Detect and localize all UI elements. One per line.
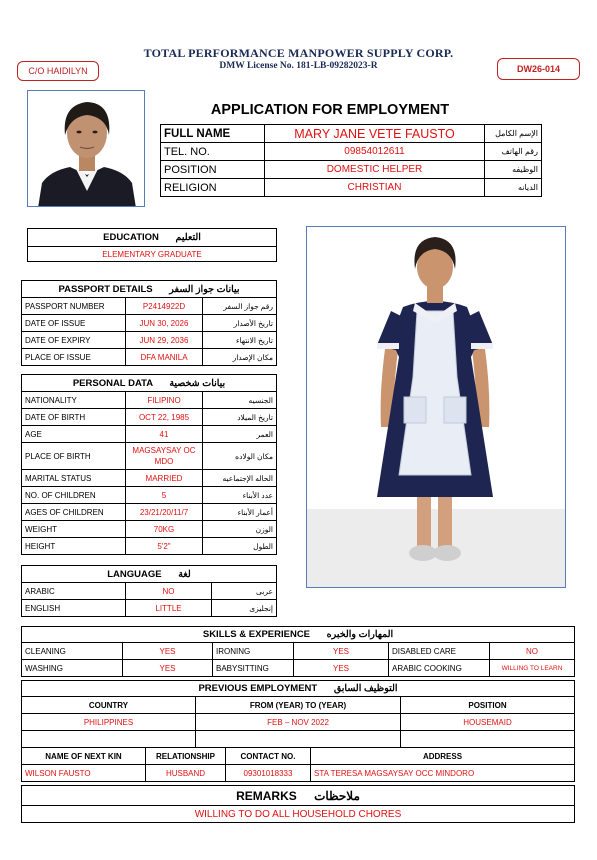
full-name-value: MARY JANE VETE FAUSTO — [265, 125, 485, 143]
table-row — [22, 600, 277, 617]
children-count-value: 5 — [126, 487, 203, 504]
skills-title: SKILLS & EXPERIENCE — [202, 629, 311, 640]
personal-header — [22, 375, 277, 392]
age-label: AGE — [22, 426, 126, 443]
table-row — [28, 247, 277, 262]
english-ar: إنجليزى — [212, 600, 277, 617]
skills-table — [21, 626, 575, 677]
age-ar: العمر — [203, 426, 277, 443]
table-row — [22, 487, 277, 504]
height-ar: الطول — [203, 538, 277, 555]
nationality-label: NATIONALITY — [22, 392, 126, 409]
passport-table — [21, 280, 277, 366]
skill-label: ARABIC COOKING — [389, 660, 490, 677]
height-value: 5'2" — [126, 538, 203, 555]
period-cell: FEB – NOV 2022 — [196, 714, 401, 731]
religion-value: CHRISTIAN — [265, 179, 485, 197]
language-table — [21, 565, 277, 617]
table-row — [22, 806, 575, 823]
arabic-ar: عربى — [212, 583, 277, 600]
personal-title-ar: بيانات شخصية — [169, 377, 226, 389]
english-value: LITTLE — [126, 600, 212, 617]
expiry-date-value: JUN 29, 2036 — [126, 332, 203, 349]
skills-header — [22, 627, 575, 643]
marital-label: MARITAL STATUS — [22, 470, 126, 487]
nationality-ar: الجنسيه — [203, 392, 277, 409]
table-row — [22, 643, 575, 660]
column-header: NAME OF NEXT KIN — [22, 748, 146, 765]
issue-place-label: PLACE OF ISSUE — [22, 349, 126, 366]
dob-ar: تاريخ الميلاد — [203, 409, 277, 426]
country-cell: PHILIPPINES — [22, 714, 196, 731]
empty-cell — [196, 731, 401, 748]
table-row — [22, 332, 277, 349]
children-count-ar: عدد الأبناء — [203, 487, 277, 504]
birthplace-label: PLACE OF BIRTH — [22, 443, 126, 470]
education-header — [28, 229, 277, 247]
position-cell: HOUSEMAID — [401, 714, 575, 731]
kin-contact-cell: 09301018333 — [226, 765, 311, 782]
position-ar: الوظيفه — [485, 161, 542, 179]
table-row — [22, 538, 277, 555]
skill-value: YES — [123, 643, 213, 660]
company-name: TOTAL PERFORMANCE MANPOWER SUPPLY CORP. — [143, 46, 454, 60]
personal-title: PERSONAL DATA — [72, 377, 153, 389]
next-of-kin-table — [21, 747, 575, 782]
table-row — [22, 627, 575, 643]
arabic-value: NO — [126, 583, 212, 600]
skill-value: YES — [294, 643, 389, 660]
children-ages-label: AGES OF CHILDREN — [22, 504, 126, 521]
table-row — [161, 179, 542, 197]
dob-value: OCT 22, 1985 — [126, 409, 203, 426]
table-row — [22, 697, 575, 714]
skill-label: IRONING — [213, 643, 294, 660]
language-title-ar: لغة — [178, 568, 191, 580]
table-row — [22, 681, 575, 697]
skill-value: YES — [123, 660, 213, 677]
empty-cell — [401, 731, 575, 748]
table-row — [22, 660, 575, 677]
headshot-photo — [27, 90, 145, 207]
table-row — [22, 298, 277, 315]
weight-label: WEIGHT — [22, 521, 126, 538]
children-ages-value: 23/21/20/11/7 — [126, 504, 203, 521]
previous-employment-table — [21, 680, 575, 748]
table-row — [22, 731, 575, 748]
marital-value: MARRIED — [126, 470, 203, 487]
full-name-ar: الإسم الكامل — [485, 125, 542, 143]
passport-title-ar: بيانات جواز السفر — [169, 283, 240, 295]
passport-header — [22, 281, 277, 298]
agent-badge: C/O HAIDILYN — [17, 61, 99, 81]
table-row — [22, 566, 277, 583]
expiry-date-ar: تاريخ الانتهاء — [203, 332, 277, 349]
table-row — [161, 143, 542, 161]
table-row — [22, 765, 575, 782]
remarks-value: WILLING TO DO ALL HOUSEHOLD CHORES — [22, 806, 575, 823]
skill-value: YES — [294, 660, 389, 677]
children-ages-ar: أعمار الأبناء — [203, 504, 277, 521]
table-row — [22, 315, 277, 332]
column-header: RELATIONSHIP — [146, 748, 226, 765]
education-value: ELEMENTARY GRADUATE — [28, 247, 277, 262]
kin-address-cell: STA TERESA MAGSAYSAY OCC MINDORO — [311, 765, 575, 782]
passport-number-ar: رقم جواز السفر — [203, 298, 277, 315]
table-row — [28, 229, 277, 247]
page-title: APPLICATION FOR EMPLOYMENT — [210, 102, 450, 118]
weight-ar: الوزن — [203, 521, 277, 538]
birthplace-value: MAGSAYSAY OC MDO — [126, 443, 203, 470]
expiry-date-label: DATE OF EXPIRY — [22, 332, 126, 349]
religion-ar: الديانه — [485, 179, 542, 197]
skill-label: CLEANING — [22, 643, 123, 660]
table-row — [22, 443, 277, 470]
table-row — [22, 521, 277, 538]
education-title-ar: التعليم — [175, 232, 201, 243]
column-header: ADDRESS — [311, 748, 575, 765]
issue-date-label: DATE OF ISSUE — [22, 315, 126, 332]
religion-label: RELIGION — [161, 179, 265, 197]
table-row — [22, 349, 277, 366]
column-header: FROM (YEAR) TO (YEAR) — [196, 697, 401, 714]
position-value: DOMESTIC HELPER — [265, 161, 485, 179]
previous-title: PREVIOUS EMPLOYMENT — [198, 683, 318, 694]
column-header: COUNTRY — [22, 697, 196, 714]
table-row — [22, 470, 277, 487]
remarks-title-ar: ملاحظات — [314, 788, 360, 803]
column-header: CONTACT NO. — [226, 748, 311, 765]
nationality-value: FILIPINO — [126, 392, 203, 409]
skill-label: BABYSITTING — [213, 660, 294, 677]
full-name-label: FULL NAME — [161, 125, 265, 143]
issue-date-ar: تاريخ الأصدار — [203, 315, 277, 332]
remarks-table — [21, 785, 575, 823]
dob-label: DATE OF BIRTH — [22, 409, 126, 426]
tel-ar: رقم الهاتف — [485, 143, 542, 161]
code-badge: DW26-014 — [497, 58, 580, 80]
table-row — [22, 748, 575, 765]
age-value: 41 — [126, 426, 203, 443]
language-title: LANGUAGE — [107, 568, 162, 580]
full-body-photo — [306, 226, 566, 588]
main-info-table — [160, 124, 542, 197]
education-title: EDUCATION — [103, 232, 159, 243]
table-row — [22, 281, 277, 298]
table-row — [161, 161, 542, 179]
english-label: ENGLISH — [22, 600, 126, 617]
education-table — [27, 228, 277, 262]
tel-label: TEL. NO. — [161, 143, 265, 161]
issue-date-value: JUN 30, 2026 — [126, 315, 203, 332]
position-label: POSITION — [161, 161, 265, 179]
passport-number-value: P2414922D — [126, 298, 203, 315]
marital-ar: الحاله الإجتماعيه — [203, 470, 277, 487]
empty-cell — [22, 731, 196, 748]
table-row — [22, 375, 277, 392]
kin-relationship-cell: HUSBAND — [146, 765, 226, 782]
table-row — [22, 426, 277, 443]
remarks-header — [22, 786, 575, 806]
height-label: HEIGHT — [22, 538, 126, 555]
passport-title: PASSPORT DETAILS — [58, 283, 153, 295]
previous-header — [22, 681, 575, 697]
table-row — [161, 125, 542, 143]
skill-value: NO — [490, 643, 575, 660]
remarks-title: REMARKS — [236, 788, 297, 803]
table-row — [22, 714, 575, 731]
column-header: POSITION — [401, 697, 575, 714]
table-row — [22, 409, 277, 426]
issue-place-ar: مكان الإصدار — [203, 349, 277, 366]
personal-table — [21, 374, 277, 555]
kin-name-cell: WILSON FAUSTO — [22, 765, 146, 782]
table-row — [22, 583, 277, 600]
children-count-label: NO. OF CHILDREN — [22, 487, 126, 504]
skill-value: WILLING TO LEARN — [490, 660, 575, 677]
language-header — [22, 566, 277, 583]
table-row — [22, 504, 277, 521]
skills-title-ar: المهارات والخبره — [326, 629, 394, 640]
arabic-label: ARABIC — [22, 583, 126, 600]
license-number: DMW License No. 181-LB-09282023-R — [219, 61, 378, 71]
weight-value: 70KG — [126, 521, 203, 538]
skill-label: WASHING — [22, 660, 123, 677]
tel-value: 09854012611 — [265, 143, 485, 161]
birthplace-ar: مكان الولاده — [203, 443, 277, 470]
previous-title-ar: التوظيف السابق — [333, 683, 398, 694]
skill-label: DISABLED CARE — [389, 643, 490, 660]
issue-place-value: DFA MANILA — [126, 349, 203, 366]
table-row — [22, 392, 277, 409]
table-row — [22, 786, 575, 806]
passport-number-label: PASSPORT NUMBER — [22, 298, 126, 315]
